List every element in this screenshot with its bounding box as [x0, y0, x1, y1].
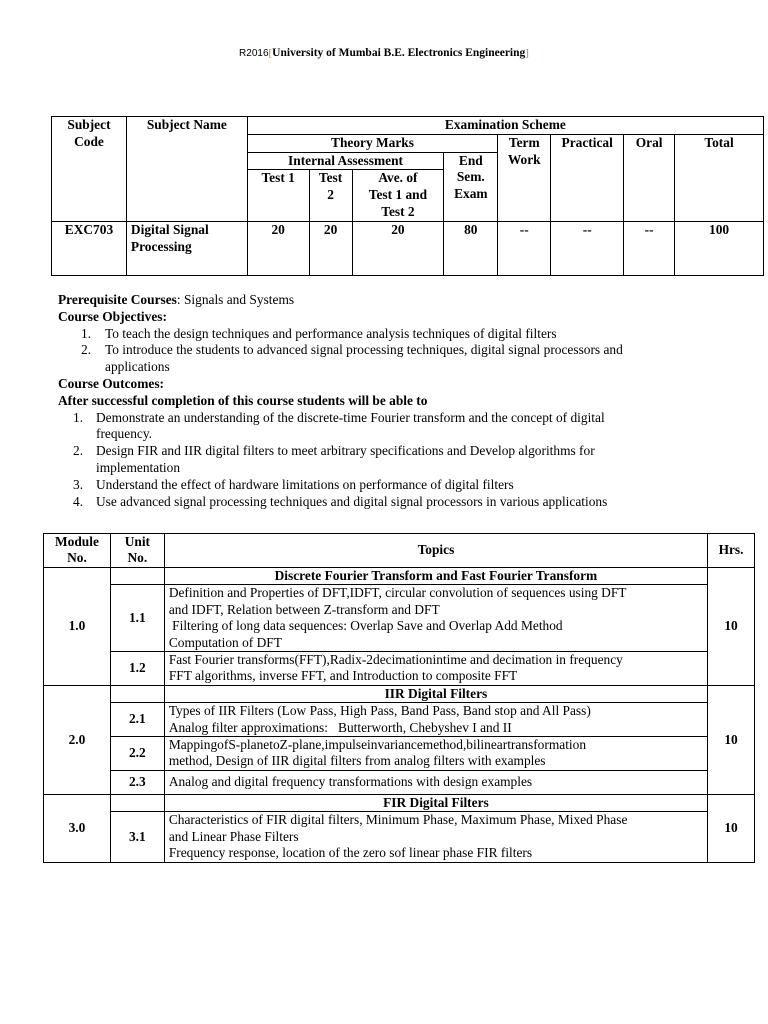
test2-cell: 20	[309, 221, 352, 275]
unit-number	[110, 794, 164, 811]
topics-header: Topics	[164, 534, 707, 568]
page-header	[0, 47, 768, 59]
test1-cell: 20	[247, 221, 309, 275]
average-cell: 20	[352, 221, 444, 275]
module-title: Discrete Fourier Transform and Fast Fourier Transform	[164, 568, 707, 585]
unit-topics: Types of IIR Filters (Low Pass, High Pass, Band Pass, Band stop and All Pass) Analog filter approximations: Butterworth, Chebyshev I and II	[164, 703, 707, 737]
subject-name-header: Subject Name	[126, 117, 247, 222]
table-row	[44, 568, 755, 585]
unit-topics: Fast Fourier transforms(FFT),Radix-2decimationintime and decimation in frequency FFT algorithms, inverse FFT, and Introduction to composite FFT	[164, 652, 707, 686]
term-work-cell: --	[498, 221, 551, 275]
unit-number: 3.1	[110, 812, 164, 862]
table-row	[44, 585, 755, 652]
subject-name-cell: Digital Signal Processing	[126, 221, 247, 275]
prerequisite-label: Prerequisite Courses	[58, 292, 177, 307]
test1-header: Test 1	[247, 170, 309, 221]
subject-code-cell: EXC703	[52, 221, 127, 275]
end-sem-header: End Sem. Exam	[444, 152, 498, 221]
module-title: FIR Digital Filters	[164, 794, 707, 811]
table-header-row	[44, 534, 755, 568]
list-item: 3. Understand the effect of hardware limitations on performance of digital filters	[73, 476, 514, 492]
module-number: 2.0	[44, 685, 111, 794]
prerequisite-line	[58, 292, 738, 309]
unit-topics: Characteristics of FIR digital filters, Minimum Phase, Maximum Phase, Mixed Phase and Linear Phase Filters Frequency response, location of the zero sof linear phase FIR filters	[164, 812, 707, 862]
open-bracket: [	[268, 47, 273, 59]
outcomes-intro: After successful completion of this course students will be able to	[58, 392, 428, 408]
total-cell: 100	[675, 221, 764, 275]
list-item: 4. Use advanced signal processing techniques and digital signal processors in various applications	[73, 493, 608, 509]
table-row	[44, 812, 755, 862]
unit-topics: Analog and digital frequency transformations with design examples	[164, 770, 707, 794]
prerequisite-value: : Signals and Systems	[176, 292, 295, 307]
examination-scheme-table	[51, 116, 764, 276]
module-header: Module No.	[44, 534, 111, 568]
term-work-header: Term Work	[498, 134, 551, 221]
total-header: Total	[675, 134, 764, 221]
unit-number: 1.2	[110, 652, 164, 686]
oral-cell: --	[624, 221, 675, 275]
table-row	[44, 685, 755, 702]
unit-topics: MappingofS-planetoZ-plane,impulseinvariancemethod,bilineartransformation method, Design of IIR digital filters from analog filters with examples	[164, 737, 707, 771]
end-sem-cell: 80	[444, 221, 498, 275]
module-hours: 10	[708, 568, 755, 686]
objectives-heading: Course Objectives:	[58, 308, 167, 324]
table-row	[44, 652, 755, 686]
unit-number	[110, 685, 164, 702]
theory-marks-header: Theory Marks	[247, 134, 498, 152]
close-bracket: ]	[525, 47, 529, 59]
outcomes-list	[58, 410, 738, 511]
list-item: 2. To introduce the students to advanced signal processing techniques, digital signal processors and applications	[81, 342, 623, 375]
syllabus-code: R2016	[239, 48, 269, 59]
unit-header: Unit No.	[110, 534, 164, 568]
unit-number: 1.1	[110, 585, 164, 652]
module-number: 3.0	[44, 794, 111, 862]
table-row	[44, 794, 755, 811]
subject-code-header: Subject Code	[52, 117, 127, 222]
hours-header: Hrs.	[708, 534, 755, 568]
module-title: IIR Digital Filters	[164, 685, 707, 702]
exam-scheme-header: Examination Scheme	[247, 117, 763, 135]
practical-header: Practical	[551, 134, 624, 221]
objectives-list	[58, 326, 738, 376]
table-row	[52, 221, 764, 275]
unit-number: 2.3	[110, 770, 164, 794]
outcomes-heading: Course Outcomes:	[58, 375, 164, 391]
unit-number: 2.1	[110, 703, 164, 737]
internal-assessment-header: Internal Assessment	[247, 152, 444, 170]
module-number: 1.0	[44, 568, 111, 686]
practical-cell: --	[551, 221, 624, 275]
topics-table	[43, 533, 755, 863]
list-item: 2. Design FIR and IIR digital filters to meet arbitrary specifications and Develop algorithms for implementation	[73, 443, 595, 475]
unit-number	[110, 568, 164, 585]
table-row	[44, 737, 755, 771]
unit-number: 2.2	[110, 737, 164, 771]
header-title: University of Mumbai B.E. Electronics Engineering	[272, 47, 526, 59]
unit-topics: Definition and Properties of DFT,IDFT, circular convolution of sequences using DFT and IDFT, Relation between Z-transform and DFT Filtering of long data sequences: Overlap Save and Overlap Add Method Computation of DFT	[164, 585, 707, 652]
test2-header: Test 2	[309, 170, 352, 221]
table-row	[44, 770, 755, 794]
list-item: 1. To teach the design techniques and performance analysis techniques of digital filters	[81, 325, 557, 341]
module-hours: 10	[708, 794, 755, 862]
list-item: 1. Demonstrate an understanding of the discrete-time Fourier transform and the concept of digital frequency.	[73, 409, 605, 442]
course-info	[58, 292, 738, 510]
table-row	[44, 703, 755, 737]
average-header: Ave. of Test 1 and Test 2	[352, 170, 444, 221]
oral-header: Oral	[624, 134, 675, 221]
module-hours: 10	[708, 685, 755, 794]
